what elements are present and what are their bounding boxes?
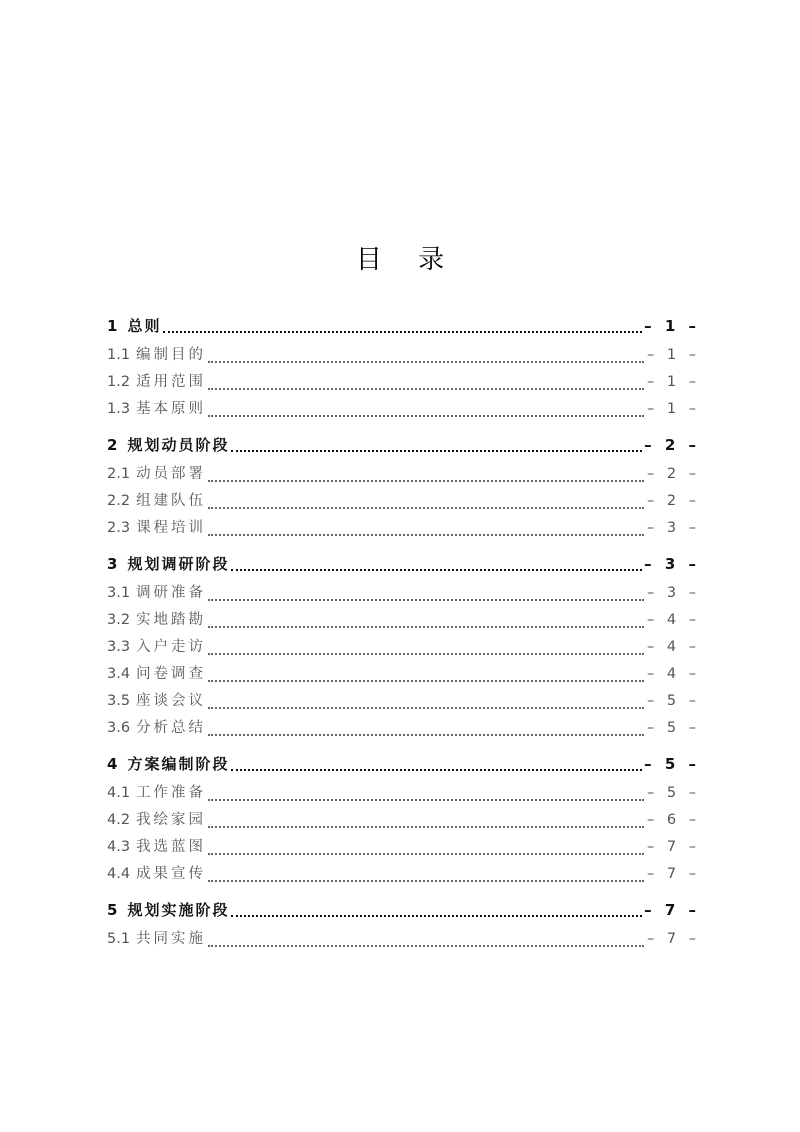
toc-entry-subsection[interactable] [107, 488, 700, 515]
dot-leader [208, 378, 644, 392]
dot-leader [208, 643, 644, 657]
dot-leader [208, 816, 644, 830]
toc-entry-subsection[interactable] [107, 369, 700, 396]
toc-entry-page: – 6 – [647, 812, 700, 828]
toc-entry-page: – 1 – [647, 401, 700, 417]
toc-entry-page: – 7 – [647, 931, 700, 947]
toc-entry-number: 1.1 [107, 347, 131, 363]
toc-entry-subsection[interactable] [107, 396, 700, 423]
toc-entry-label: 编制目的 [136, 347, 207, 363]
toc-entry-page: – 5 – [644, 755, 700, 773]
dot-leader [208, 789, 644, 803]
toc-entry-page: – 1 – [647, 374, 700, 390]
dot-leader [208, 935, 644, 949]
toc-entry-number: 3.1 [107, 585, 131, 601]
toc-entry-number: 5.1 [107, 931, 131, 947]
toc-entry-number: 3 [107, 555, 118, 573]
dot-leader [208, 870, 644, 884]
toc-entry-label: 课程培训 [136, 520, 207, 536]
toc-entry-number: 1.3 [107, 401, 131, 417]
toc-entry-subsection[interactable] [107, 861, 700, 888]
toc-entry-number: 3.5 [107, 693, 131, 709]
toc-entry-number: 1.2 [107, 374, 131, 390]
toc-entry-number: 4.2 [107, 812, 131, 828]
dot-leader [163, 321, 642, 335]
toc-entry-label: 规划实施阶段 [127, 901, 230, 919]
toc-entry-label: 成果宣传 [136, 866, 207, 882]
toc-entry-number: 3.4 [107, 666, 131, 682]
toc-entry-number: 3.3 [107, 639, 131, 655]
toc-entry-section[interactable] [107, 748, 700, 780]
toc-entry-label: 座谈会议 [136, 693, 207, 709]
toc-entry-number: 2.2 [107, 493, 131, 509]
toc-entry-label: 适用范围 [136, 374, 207, 390]
toc-entry-subsection[interactable] [107, 780, 700, 807]
toc-entry-subsection[interactable] [107, 926, 700, 953]
toc-entry-number: 5 [107, 901, 118, 919]
toc-entry-subsection[interactable] [107, 515, 700, 542]
toc-entry-section[interactable] [107, 310, 700, 342]
dot-leader [208, 616, 644, 630]
toc-entry-label: 工作准备 [136, 785, 207, 801]
toc-entry-page: – 4 – [647, 639, 700, 655]
toc-entry-number: 4 [107, 755, 118, 773]
toc-entry-page: – 4 – [647, 612, 700, 628]
toc-entry-subsection[interactable] [107, 461, 700, 488]
dot-leader [208, 470, 644, 484]
toc-entry-subsection[interactable] [107, 715, 700, 742]
toc-entry-label: 调研准备 [136, 585, 207, 601]
toc-entry-page: – 3 – [647, 520, 700, 536]
toc-entry-number: 4.1 [107, 785, 131, 801]
toc-entry-page: – 7 – [647, 839, 700, 855]
toc-entry-subsection[interactable] [107, 807, 700, 834]
toc-entry-number: 3.2 [107, 612, 131, 628]
toc-entry-page: – 7 – [647, 866, 700, 882]
toc-entry-label: 问卷调查 [136, 666, 207, 682]
dot-leader [231, 759, 642, 773]
toc-entry-page: – 3 – [644, 555, 700, 573]
toc-entry-page: – 1 – [647, 347, 700, 363]
toc-entry-subsection[interactable] [107, 661, 700, 688]
toc-title: 目 录 [355, 245, 459, 276]
dot-leader [208, 405, 644, 419]
toc-entry-number: 2 [107, 436, 118, 454]
toc-entry-label: 我绘家园 [136, 812, 207, 828]
toc-entry-number: 4.3 [107, 839, 131, 855]
toc-entry-page: – 2 – [647, 466, 700, 482]
toc-entry-number: 2.1 [107, 466, 131, 482]
toc-entry-number: 4.4 [107, 866, 131, 882]
toc-entry-label: 共同实施 [136, 931, 207, 947]
toc-entry-label: 基本原则 [136, 401, 207, 417]
toc-entry-page: – 1 – [644, 317, 700, 335]
toc-entry-subsection[interactable] [107, 607, 700, 634]
toc-entry-subsection[interactable] [107, 834, 700, 861]
toc-entry-label: 规划调研阶段 [127, 555, 230, 573]
toc-entry-label: 动员部署 [136, 466, 207, 482]
toc-entry-label: 组建队伍 [136, 493, 207, 509]
dot-leader [208, 524, 644, 538]
toc-entry-subsection[interactable] [107, 688, 700, 715]
toc-entry-number: 2.3 [107, 520, 131, 536]
dot-leader [208, 589, 644, 603]
dot-leader [208, 497, 644, 511]
toc-entry-number: 3.6 [107, 720, 131, 736]
toc-entry-page: – 2 – [644, 436, 700, 454]
toc-entry-section[interactable] [107, 429, 700, 461]
toc-entry-label: 规划动员阶段 [127, 436, 230, 454]
toc-entry-label: 分析总结 [136, 720, 207, 736]
toc-entry-label: 总则 [127, 317, 162, 335]
toc-entry-subsection[interactable] [107, 342, 700, 369]
toc-entry-label: 实地踏勘 [136, 612, 207, 628]
toc-entry-page: – 5 – [647, 693, 700, 709]
toc-entry-page: – 5 – [647, 785, 700, 801]
toc-entry-page: – 2 – [647, 493, 700, 509]
toc-entry-label: 方案编制阶段 [127, 755, 230, 773]
toc-entry-section[interactable] [107, 894, 700, 926]
dot-leader [208, 670, 644, 684]
dot-leader [208, 351, 644, 365]
dot-leader [208, 724, 644, 738]
toc-entry-label: 我选蓝图 [136, 839, 207, 855]
dot-leader [231, 440, 642, 454]
toc-entry-subsection[interactable] [107, 634, 700, 661]
toc-entry-subsection[interactable] [107, 580, 700, 607]
toc-entry-number: 1 [107, 317, 118, 335]
toc-entry-page: – 7 – [644, 901, 700, 919]
toc-entry-page: – 4 – [647, 666, 700, 682]
toc-entry-label: 入户走访 [136, 639, 207, 655]
table-of-contents [107, 310, 700, 953]
dot-leader [231, 559, 642, 573]
toc-entry-page: – 5 – [647, 720, 700, 736]
toc-entry-page: – 3 – [647, 585, 700, 601]
dot-leader [208, 697, 644, 711]
toc-entry-section[interactable] [107, 548, 700, 580]
dot-leader [231, 905, 642, 919]
dot-leader [208, 843, 644, 857]
